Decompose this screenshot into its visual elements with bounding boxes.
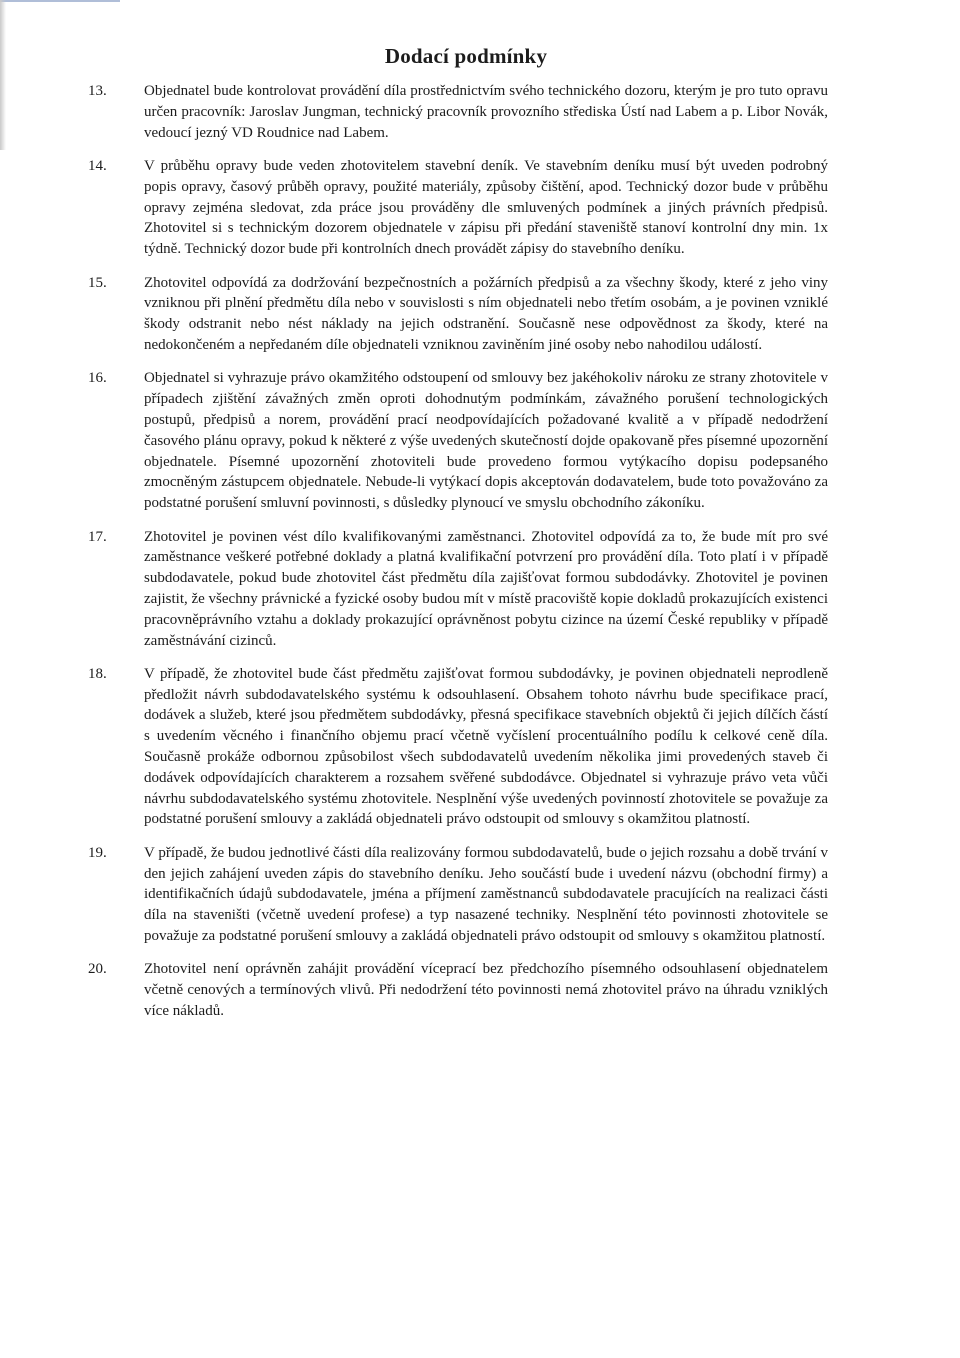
clause-text: Objednatel si vyhrazuje právo okamžitého odstoupení od smlouvy bez jakéhokoliv nároku ze strany zhotovitele v případech zjištění závažných změn oproti dohodnutým podmínkám, závažného porušení technologických postupů, předpisů a norem, provádění prací neodpovídajících požadované kvalitě a v případě nedodržení časového plánu opravy, pokud k některé z výše uvedených skutečností dojde opakovaně přes písemné upozornění objednatele. Písemné upozornění zhotoviteli bude provedeno formou vytýkacího dopisu podepsaného zmocněným zástupcem objednatele. Nebude-li vytýkací dopis akceptován dodavatelem, bude toto považováno za podstatné porušení smluvní povinnosti, s důsledky plynoucí ve smyslu obchodního zákoníku.: [144, 370, 828, 512]
scan-edge-mark: [0, 0, 120, 2]
clause-text: Zhotovitel není oprávněn zahájit provádění víceprací bez předchozího písemného odsouhlasení objednatelem včetně cenových a termínových vlivů. Při nedodržení této povinnosti nemá zhotovitel právo na úhradu vzniklých více nákladů.: [144, 961, 828, 1020]
document-page: [88, 44, 828, 1034]
document-title: Dodací podmínky: [384, 44, 548, 68]
clause-text: V případě, že budou jednotlivé části díla realizovány formou subdodavatelů, bude o jejich rozsahu a době trvání v den jejich zahájení uveden zápis do stavebního deníku. Jeho součástí bude i uvedení názvu (obchodní firmy) a identifikačních údajů subdodavatele, jména a příjmení zaměstnanců subdodavatele pracujících na realizaci části díla na staveništi (včetně uvedení profese) a typ nasazené techniky. Nesplnění této povinnosti zhotovitele se považuje za podstatné porušení smlouvy a zakládá objednateli právo odstoupit od smlouvy s okamžitou platností.: [144, 844, 828, 945]
clause-number: 19.: [88, 844, 107, 861]
clause-text: Zhotovitel odpovídá za dodržování bezpečnostních a požárních předpisů a za všechny škody, které z jeho viny vzniknou při plnění předmětu díla nebo v souvislosti s ním objednateli nebo třetím osobám, a je povinen vzniklé škody odstranit nebo nést náklady na jejich odstranění. Současně nese odpovědnost za škody, které na nedokončeném a nepředaném díle objednateli vzniknou zaviněním jiné osoby nebo nahodilou událostí.: [144, 274, 828, 353]
clause-17: [88, 527, 828, 652]
clause-text: V průběhu opravy bude veden zhotovitelem stavební deník. Ve stavebním deníku musí být uveden podrobný popis opravy, časový průběh opravy, použité materiály, způsoby čištění, apod. Technický dozor bude v průběhu opravy zejména sledovat, zda práce jsou prováděny dle smluvených podmínek a jiných právních předpisů. Zhotovitel si s technickým dozorem objednatele v zápisu při předání staveniště stanoví kontrolní dny min. 1x týdně. Technický dozor bude při kontrolních dnech provádět zápisy do stavebního deníku.: [144, 157, 828, 258]
clause-text: Zhotovitel je povinen vést dílo kvalifikovanými zaměstnanci. Zhotovitel odpovídá za to, že bude mít pro své zaměstnance veškeré potřebné doklady a platná kvalifikační potvrzení pro provádění díla. Toto platí i v případě subdodavatele, pokud bude zhotovitel část předmětu díla zajišťovat formou subdodávky. Zhotovitel je povinen zajistit, že všechny právnické a fyzické osoby budou mít v místě pracoviště kopie dokladů prokazujících existenci pracovněprávního vztahu a doklady prokazující oprávněnost pobytu cizince na území České republiky v případě zaměstnávání cizinců.: [144, 528, 828, 649]
clause-13: [88, 81, 828, 143]
clause-20: [88, 959, 828, 1021]
clause-text: Objednatel bude kontrolovat provádění díla prostřednictvím svého technického dozoru, kterým je pro tuto opravu určen pracovník: Jaroslav Jungman, technický pracovník provozního střediska Ústí nad Labem a p. Libor Novák, vedoucí jezný VD Roudnice nad Labem.: [144, 83, 828, 141]
clause-number: 20.: [88, 961, 107, 978]
clause-number: 18.: [88, 665, 107, 682]
scan-edge-shadow: [0, 0, 6, 150]
clause-16: [88, 368, 828, 514]
clause-text: V případě, že zhotovitel bude část předmětu zajišťovat formou subdodávky, je povinen objednateli neprodleně předložit návrh subdodavatelského systému k odsouhlasení. Obsahem tohoto návrhu bude specifikace prací, dodávek a služeb, které jsou předmětem subdodávky, přesná specifikace stavebních objektů či jejich dílčích částí s uvedením věcného i finančního objemu prací včetně vyčíslení procentuálního podílu k celkové ceně díla. Současně prokáže odbornou způsobilost všech subdodavatelů uvedením několika jimi provedených staveb či dodávek odpovídajících charakterem a rozsahem svěřené subdodávce. Objednatel si vyhrazuje právo veta vůči návrhu subdodavatelského systému zhotovitele. Nesplnění výše uvedených povinností zhotovitele se považuje za podstatné porušení smlouvy a zakládá objednateli právo odstoupit od smlouvy s okamžitou platností.: [144, 665, 828, 828]
clause-19: [88, 843, 828, 947]
clause-number: 14.: [88, 157, 107, 174]
clause-number: 13.: [88, 83, 107, 99]
clause-15: [88, 273, 828, 356]
clause-14: [88, 156, 828, 260]
clause-18: [88, 664, 828, 830]
clause-number: 17.: [88, 528, 107, 545]
clause-number: 16.: [88, 370, 107, 387]
clause-number: 15.: [88, 274, 107, 291]
